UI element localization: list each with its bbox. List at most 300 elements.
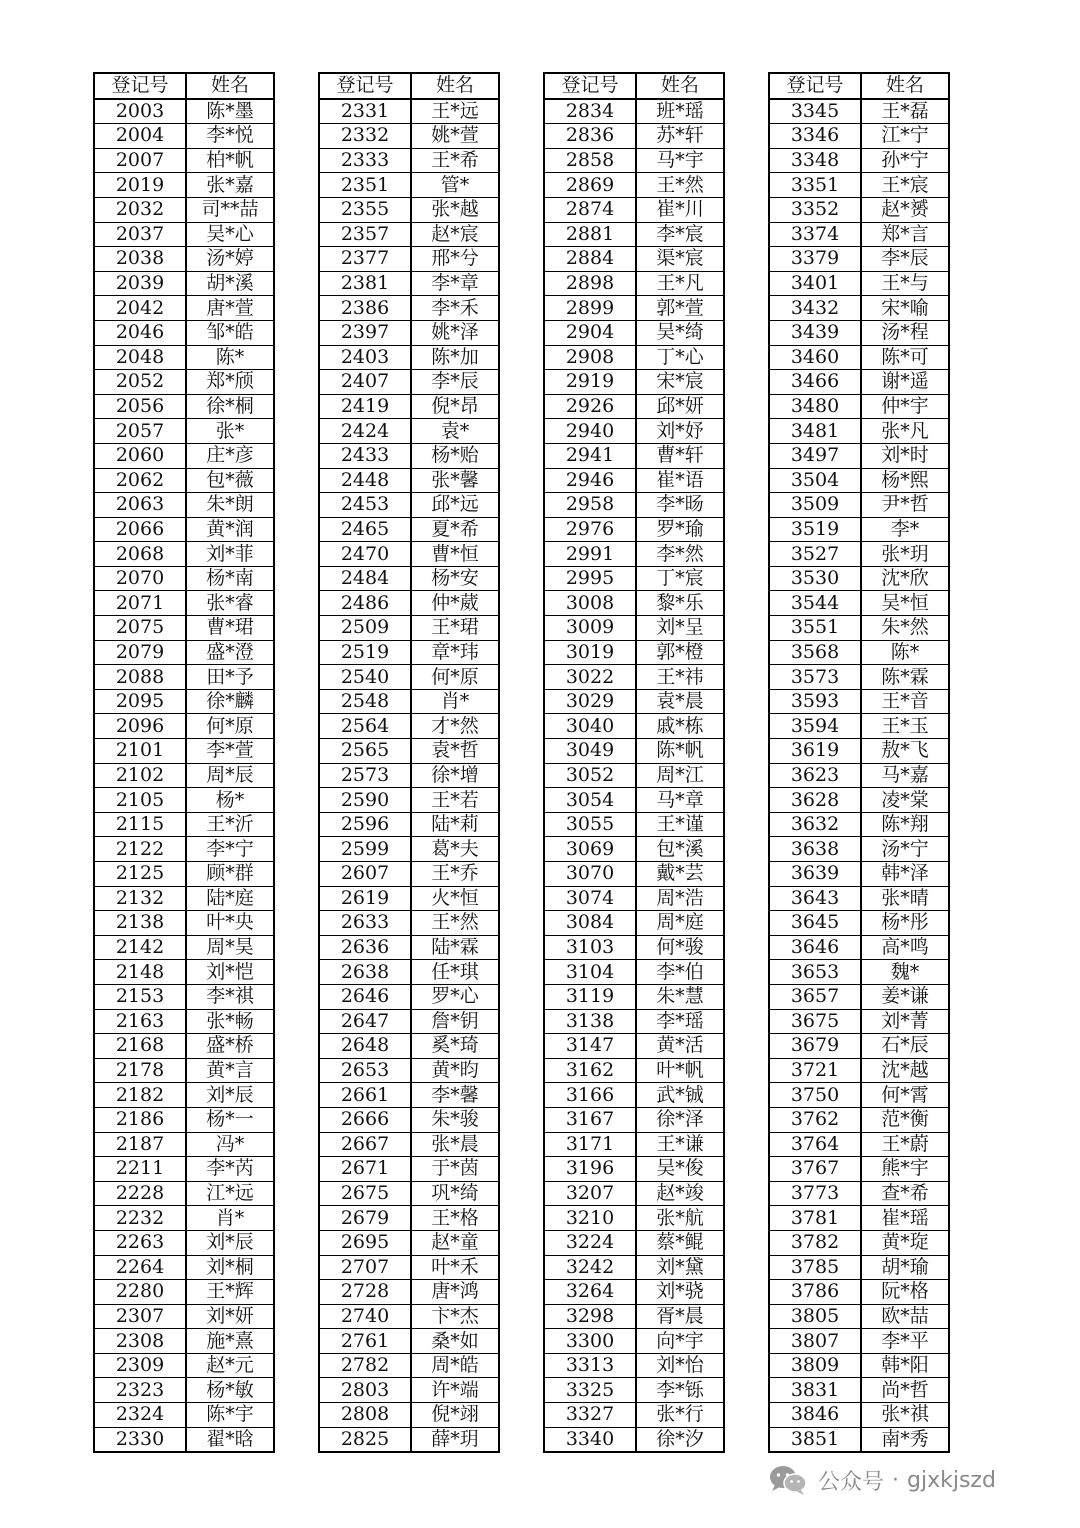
name-cell: 王*谨 bbox=[636, 812, 724, 837]
table-row bbox=[544, 566, 724, 591]
name-cell: 卞*杰 bbox=[411, 1304, 499, 1329]
registration-no-cell: 3530 bbox=[769, 566, 861, 591]
table-row bbox=[769, 468, 949, 493]
name-cell: 王*与 bbox=[861, 271, 949, 296]
registration-no-cell: 3379 bbox=[769, 247, 861, 272]
name-cell: 丁*宸 bbox=[636, 566, 724, 591]
registration-no-cell: 2046 bbox=[94, 320, 186, 345]
table-row bbox=[319, 296, 499, 321]
registration-no-cell: 3432 bbox=[769, 296, 861, 321]
table-row bbox=[94, 984, 274, 1009]
table-row bbox=[769, 197, 949, 222]
table-row bbox=[94, 763, 274, 788]
table-row bbox=[319, 689, 499, 714]
registration-no-cell: 3070 bbox=[544, 862, 636, 887]
name-cell: 陈* bbox=[186, 345, 274, 370]
name-cell: 周*皓 bbox=[411, 1353, 499, 1378]
name-cell: 杨*贻 bbox=[411, 443, 499, 468]
registration-no-cell: 2004 bbox=[94, 124, 186, 149]
registration-no-cell: 3762 bbox=[769, 1107, 861, 1132]
registration-no-cell: 2355 bbox=[319, 197, 411, 222]
name-cell: 马*章 bbox=[636, 788, 724, 813]
table-row bbox=[319, 591, 499, 616]
registration-no-cell: 3084 bbox=[544, 911, 636, 936]
name-cell: 倪*翊 bbox=[411, 1403, 499, 1428]
name-cell: 王*格 bbox=[411, 1206, 499, 1231]
registration-no-cell: 3504 bbox=[769, 468, 861, 493]
name-cell: 李* bbox=[861, 517, 949, 542]
name-cell: 盛*桥 bbox=[186, 1034, 274, 1059]
name-cell: 王*沂 bbox=[186, 812, 274, 837]
table-row bbox=[544, 443, 724, 468]
registration-no-cell: 2991 bbox=[544, 542, 636, 567]
table-row bbox=[544, 788, 724, 813]
table-row bbox=[544, 763, 724, 788]
registration-no-cell: 2331 bbox=[319, 99, 411, 124]
table-row bbox=[319, 1329, 499, 1354]
name-cell: 王*玉 bbox=[861, 714, 949, 739]
registration-no-cell: 3325 bbox=[544, 1378, 636, 1403]
registration-no-cell: 2667 bbox=[319, 1132, 411, 1157]
name-cell: 于*茵 bbox=[411, 1157, 499, 1182]
name-cell: 黄*润 bbox=[186, 517, 274, 542]
name-cell: 张*航 bbox=[636, 1206, 724, 1231]
name-cell: 崔*川 bbox=[636, 197, 724, 222]
name-cell: 汤*宁 bbox=[861, 837, 949, 862]
registration-no-cell: 2037 bbox=[94, 222, 186, 247]
table-row bbox=[769, 419, 949, 444]
name-cell: 赵*元 bbox=[186, 1353, 274, 1378]
table-row bbox=[94, 665, 274, 690]
name-cell: 刘*辰 bbox=[186, 1230, 274, 1255]
table-row bbox=[769, 984, 949, 1009]
registration-no-cell: 3264 bbox=[544, 1280, 636, 1305]
table-row bbox=[544, 911, 724, 936]
name-cell: 杨*彤 bbox=[861, 911, 949, 936]
table-row bbox=[94, 616, 274, 641]
header-name: 姓名 bbox=[861, 73, 949, 99]
name-cell: 章*玮 bbox=[411, 640, 499, 665]
table-row bbox=[319, 222, 499, 247]
name-cell: 宋*喻 bbox=[861, 296, 949, 321]
registration-no-cell: 2671 bbox=[319, 1157, 411, 1182]
name-cell: 陈*加 bbox=[411, 345, 499, 370]
table-row bbox=[769, 763, 949, 788]
registration-no-cell: 2834 bbox=[544, 99, 636, 124]
table-row bbox=[319, 542, 499, 567]
name-cell: 朱*骏 bbox=[411, 1107, 499, 1132]
table-row bbox=[769, 739, 949, 764]
registration-no-cell: 2280 bbox=[94, 1280, 186, 1305]
table-row bbox=[94, 296, 274, 321]
registration-no-cell: 2039 bbox=[94, 271, 186, 296]
name-cell: 翟*晗 bbox=[186, 1427, 274, 1452]
table-row bbox=[544, 394, 724, 419]
registration-no-cell: 2548 bbox=[319, 689, 411, 714]
name-cell: 李*铄 bbox=[636, 1378, 724, 1403]
table-row bbox=[319, 739, 499, 764]
name-cell: 郭*橙 bbox=[636, 640, 724, 665]
registration-no-cell: 2646 bbox=[319, 984, 411, 1009]
registration-no-cell: 2178 bbox=[94, 1058, 186, 1083]
registration-no-cell: 2101 bbox=[94, 739, 186, 764]
name-cell: 王*音 bbox=[861, 689, 949, 714]
table-row bbox=[319, 1427, 499, 1452]
registration-no-cell: 3551 bbox=[769, 616, 861, 641]
registration-no-cell: 3786 bbox=[769, 1280, 861, 1305]
name-cell: 戚*栋 bbox=[636, 714, 724, 739]
registration-no-cell: 3040 bbox=[544, 714, 636, 739]
table-row bbox=[94, 640, 274, 665]
registration-no-cell: 3481 bbox=[769, 419, 861, 444]
table-row bbox=[544, 1132, 724, 1157]
table-row bbox=[544, 99, 724, 124]
name-cell: 冯* bbox=[186, 1132, 274, 1157]
name-cell: 詹*钥 bbox=[411, 1009, 499, 1034]
table-row bbox=[94, 1329, 274, 1354]
table-header-row bbox=[769, 73, 949, 99]
table-row bbox=[544, 837, 724, 862]
table-row bbox=[769, 542, 949, 567]
name-cell: 沈*越 bbox=[861, 1058, 949, 1083]
registration-no-cell: 2869 bbox=[544, 173, 636, 198]
registration-no-cell: 2095 bbox=[94, 689, 186, 714]
name-cell: 刘*桐 bbox=[186, 1255, 274, 1280]
name-cell: 刘*呈 bbox=[636, 616, 724, 641]
table-row bbox=[769, 788, 949, 813]
registration-no-cell: 2071 bbox=[94, 591, 186, 616]
name-cell: 张*祺 bbox=[861, 1403, 949, 1428]
registration-no-cell: 2564 bbox=[319, 714, 411, 739]
registration-no-cell: 2186 bbox=[94, 1107, 186, 1132]
table-row bbox=[319, 788, 499, 813]
wechat-icon bbox=[768, 1464, 808, 1496]
name-cell: 何*霄 bbox=[861, 1083, 949, 1108]
registration-no-cell: 2264 bbox=[94, 1255, 186, 1280]
registration-no-cell: 2088 bbox=[94, 665, 186, 690]
registration-no-cell: 2403 bbox=[319, 345, 411, 370]
name-cell: 尚*哲 bbox=[861, 1378, 949, 1403]
table-row bbox=[769, 1329, 949, 1354]
table-row bbox=[544, 493, 724, 518]
name-cell: 杨*安 bbox=[411, 566, 499, 591]
registration-no-cell: 2590 bbox=[319, 788, 411, 813]
name-cell: 袁* bbox=[411, 419, 499, 444]
name-cell: 渠*宸 bbox=[636, 247, 724, 272]
header-registration-no: 登记号 bbox=[94, 73, 186, 99]
registration-no-cell: 2042 bbox=[94, 296, 186, 321]
registration-no-cell: 3327 bbox=[544, 1403, 636, 1428]
name-cell: 杨*熙 bbox=[861, 468, 949, 493]
name-cell: 曹*珺 bbox=[186, 616, 274, 641]
name-cell: 李*然 bbox=[636, 542, 724, 567]
name-cell: 李*辰 bbox=[411, 370, 499, 395]
registration-no-cell: 2163 bbox=[94, 1009, 186, 1034]
registration-no-cell: 2695 bbox=[319, 1230, 411, 1255]
registration-no-cell: 2908 bbox=[544, 345, 636, 370]
name-cell: 赵*赟 bbox=[861, 197, 949, 222]
registration-no-cell: 2263 bbox=[94, 1230, 186, 1255]
registration-no-cell: 2138 bbox=[94, 911, 186, 936]
table-row bbox=[94, 394, 274, 419]
name-cell: 包*薇 bbox=[186, 468, 274, 493]
table-row bbox=[544, 419, 724, 444]
table-row bbox=[769, 886, 949, 911]
table-row bbox=[319, 370, 499, 395]
header-name: 姓名 bbox=[411, 73, 499, 99]
registration-no-cell: 3509 bbox=[769, 493, 861, 518]
registration-no-cell: 3300 bbox=[544, 1329, 636, 1354]
registration-no-cell: 2519 bbox=[319, 640, 411, 665]
tables-container bbox=[93, 72, 950, 1453]
registration-no-cell: 3568 bbox=[769, 640, 861, 665]
registration-no-cell: 2858 bbox=[544, 148, 636, 173]
registration-no-cell: 2397 bbox=[319, 320, 411, 345]
name-cell: 江*远 bbox=[186, 1181, 274, 1206]
registration-no-cell: 3785 bbox=[769, 1255, 861, 1280]
table-row bbox=[94, 566, 274, 591]
registration-no-cell: 3460 bbox=[769, 345, 861, 370]
table-row bbox=[94, 689, 274, 714]
registration-no-cell: 2309 bbox=[94, 1353, 186, 1378]
registration-no-cell: 3348 bbox=[769, 148, 861, 173]
registration-no-cell: 2232 bbox=[94, 1206, 186, 1231]
header-registration-no: 登记号 bbox=[769, 73, 861, 99]
table-header-row bbox=[319, 73, 499, 99]
table-row bbox=[94, 1206, 274, 1231]
registration-no-cell: 3573 bbox=[769, 665, 861, 690]
name-cell: 袁*晨 bbox=[636, 689, 724, 714]
registration-no-cell: 2048 bbox=[94, 345, 186, 370]
table-row bbox=[94, 1157, 274, 1182]
table-row bbox=[319, 1255, 499, 1280]
registration-no-cell: 2148 bbox=[94, 960, 186, 985]
table-row bbox=[544, 197, 724, 222]
registration-no-cell: 3764 bbox=[769, 1132, 861, 1157]
registration-no-cell: 2761 bbox=[319, 1329, 411, 1354]
name-cell: 杨*南 bbox=[186, 566, 274, 591]
registration-no-cell: 2386 bbox=[319, 296, 411, 321]
name-cell: 徐*麟 bbox=[186, 689, 274, 714]
table-row bbox=[769, 370, 949, 395]
table-header-row bbox=[94, 73, 274, 99]
name-cell: 包*溪 bbox=[636, 837, 724, 862]
name-cell: 姜*谦 bbox=[861, 984, 949, 1009]
name-cell: 叶*帆 bbox=[636, 1058, 724, 1083]
name-cell: 曹*轩 bbox=[636, 443, 724, 468]
registration-no-cell: 2881 bbox=[544, 222, 636, 247]
registration-no-cell: 3345 bbox=[769, 99, 861, 124]
registration-no-cell: 2782 bbox=[319, 1353, 411, 1378]
registration-no-cell: 3653 bbox=[769, 960, 861, 985]
name-cell: 魏* bbox=[861, 960, 949, 985]
registration-no-cell: 2607 bbox=[319, 862, 411, 887]
registration-no-cell: 2874 bbox=[544, 197, 636, 222]
name-cell: 王*珺 bbox=[411, 616, 499, 641]
registration-no-cell: 2330 bbox=[94, 1427, 186, 1452]
name-cell: 刘*恺 bbox=[186, 960, 274, 985]
name-cell: 敖*飞 bbox=[861, 739, 949, 764]
table-row bbox=[544, 296, 724, 321]
table-row bbox=[94, 788, 274, 813]
registration-no-cell: 2333 bbox=[319, 148, 411, 173]
registration-no-cell: 3721 bbox=[769, 1058, 861, 1083]
name-cell: 李*旸 bbox=[636, 493, 724, 518]
table-row bbox=[769, 517, 949, 542]
table-row bbox=[319, 1107, 499, 1132]
registration-no-cell: 3643 bbox=[769, 886, 861, 911]
watermark-label: 公众号 bbox=[818, 1469, 885, 1495]
name-cell: 邱*远 bbox=[411, 493, 499, 518]
table-row bbox=[769, 689, 949, 714]
registration-no-cell: 2565 bbox=[319, 739, 411, 764]
name-cell: 黄*活 bbox=[636, 1034, 724, 1059]
table-row bbox=[319, 984, 499, 1009]
table-row bbox=[769, 1034, 949, 1059]
registration-no-cell: 3657 bbox=[769, 984, 861, 1009]
name-cell: 田*予 bbox=[186, 665, 274, 690]
name-cell: 叶*央 bbox=[186, 911, 274, 936]
name-cell: 马*宇 bbox=[636, 148, 724, 173]
registration-no-cell: 2153 bbox=[94, 984, 186, 1009]
registration-no-cell: 2453 bbox=[319, 493, 411, 518]
name-cell: 孙*宁 bbox=[861, 148, 949, 173]
name-cell: 李*悦 bbox=[186, 124, 274, 149]
name-cell: 尹*哲 bbox=[861, 493, 949, 518]
registration-no-cell: 2653 bbox=[319, 1058, 411, 1083]
name-cell: 邢*兮 bbox=[411, 247, 499, 272]
registration-table bbox=[768, 72, 950, 1453]
name-cell: 胡*瑜 bbox=[861, 1255, 949, 1280]
name-cell: 管* bbox=[411, 173, 499, 198]
registration-no-cell: 2381 bbox=[319, 271, 411, 296]
registration-no-cell: 2211 bbox=[94, 1157, 186, 1182]
registration-no-cell: 2740 bbox=[319, 1304, 411, 1329]
registration-no-cell: 3074 bbox=[544, 886, 636, 911]
name-cell: 顾*群 bbox=[186, 862, 274, 887]
table-row bbox=[94, 271, 274, 296]
table-row bbox=[544, 862, 724, 887]
registration-no-cell: 2324 bbox=[94, 1403, 186, 1428]
registration-no-cell: 2419 bbox=[319, 394, 411, 419]
name-cell: 邱*妍 bbox=[636, 394, 724, 419]
name-cell: 刘*骁 bbox=[636, 1280, 724, 1305]
table-row bbox=[94, 345, 274, 370]
table-row bbox=[544, 616, 724, 641]
name-cell: 徐*增 bbox=[411, 763, 499, 788]
registration-no-cell: 3069 bbox=[544, 837, 636, 862]
registration-no-cell: 3519 bbox=[769, 517, 861, 542]
registration-no-cell: 2926 bbox=[544, 394, 636, 419]
registration-no-cell: 3439 bbox=[769, 320, 861, 345]
registration-no-cell: 2105 bbox=[94, 788, 186, 813]
name-cell: 张*畅 bbox=[186, 1009, 274, 1034]
name-cell: 薛*玥 bbox=[411, 1427, 499, 1452]
table-row bbox=[94, 886, 274, 911]
registration-no-cell: 3029 bbox=[544, 689, 636, 714]
name-cell: 刘*菁 bbox=[861, 1009, 949, 1034]
name-cell: 仲*宇 bbox=[861, 394, 949, 419]
name-cell: 李*萱 bbox=[186, 739, 274, 764]
name-cell: 罗*心 bbox=[411, 984, 499, 1009]
table-row bbox=[769, 862, 949, 887]
name-cell: 王*谦 bbox=[636, 1132, 724, 1157]
table-row bbox=[769, 148, 949, 173]
table-row bbox=[319, 1132, 499, 1157]
table-row bbox=[544, 468, 724, 493]
registration-no-cell: 2075 bbox=[94, 616, 186, 641]
name-cell: 汤*程 bbox=[861, 320, 949, 345]
name-cell: 周*昊 bbox=[186, 935, 274, 960]
registration-no-cell: 3196 bbox=[544, 1157, 636, 1182]
registration-no-cell: 2958 bbox=[544, 493, 636, 518]
table-row bbox=[94, 1403, 274, 1428]
table-row bbox=[94, 911, 274, 936]
registration-no-cell: 3675 bbox=[769, 1009, 861, 1034]
name-cell: 火*恒 bbox=[411, 886, 499, 911]
name-cell: 欧*喆 bbox=[861, 1304, 949, 1329]
name-cell: 唐*鸿 bbox=[411, 1280, 499, 1305]
name-cell: 夏*希 bbox=[411, 517, 499, 542]
registration-no-cell: 3767 bbox=[769, 1157, 861, 1182]
name-cell: 巩*绮 bbox=[411, 1181, 499, 1206]
name-cell: 曹*恒 bbox=[411, 542, 499, 567]
name-cell: 李*芮 bbox=[186, 1157, 274, 1182]
name-cell: 陆*莉 bbox=[411, 812, 499, 837]
name-cell: 张*馨 bbox=[411, 468, 499, 493]
registration-no-cell: 2509 bbox=[319, 616, 411, 641]
table-row bbox=[769, 935, 949, 960]
name-cell: 张*凡 bbox=[861, 419, 949, 444]
table-row bbox=[319, 1378, 499, 1403]
registration-no-cell: 2836 bbox=[544, 124, 636, 149]
table-row bbox=[319, 640, 499, 665]
registration-no-cell: 3351 bbox=[769, 173, 861, 198]
table-row bbox=[769, 911, 949, 936]
table-row bbox=[319, 886, 499, 911]
table-row bbox=[319, 862, 499, 887]
registration-no-cell: 2377 bbox=[319, 247, 411, 272]
table-row bbox=[544, 1280, 724, 1305]
registration-no-cell: 2904 bbox=[544, 320, 636, 345]
table-row bbox=[94, 591, 274, 616]
table-row bbox=[544, 345, 724, 370]
table-row bbox=[544, 812, 724, 837]
table-row bbox=[319, 935, 499, 960]
registration-no-cell: 3019 bbox=[544, 640, 636, 665]
table-row bbox=[94, 542, 274, 567]
registration-table bbox=[543, 72, 725, 1453]
name-cell: 吴*心 bbox=[186, 222, 274, 247]
registration-no-cell: 3167 bbox=[544, 1107, 636, 1132]
name-cell: 高*鸣 bbox=[861, 935, 949, 960]
name-cell: 胡*溪 bbox=[186, 271, 274, 296]
table-row bbox=[94, 1230, 274, 1255]
name-cell: 刘*辰 bbox=[186, 1083, 274, 1108]
name-cell: 凌*棠 bbox=[861, 788, 949, 813]
table-row bbox=[94, 493, 274, 518]
registration-no-cell: 2052 bbox=[94, 370, 186, 395]
name-cell: 邹*皓 bbox=[186, 320, 274, 345]
registration-no-cell: 2070 bbox=[94, 566, 186, 591]
name-cell: 任*琪 bbox=[411, 960, 499, 985]
registration-no-cell: 3679 bbox=[769, 1034, 861, 1059]
registration-no-cell: 3544 bbox=[769, 591, 861, 616]
name-cell: 徐*泽 bbox=[636, 1107, 724, 1132]
table-row bbox=[94, 247, 274, 272]
table-row bbox=[769, 394, 949, 419]
registration-no-cell: 2636 bbox=[319, 935, 411, 960]
